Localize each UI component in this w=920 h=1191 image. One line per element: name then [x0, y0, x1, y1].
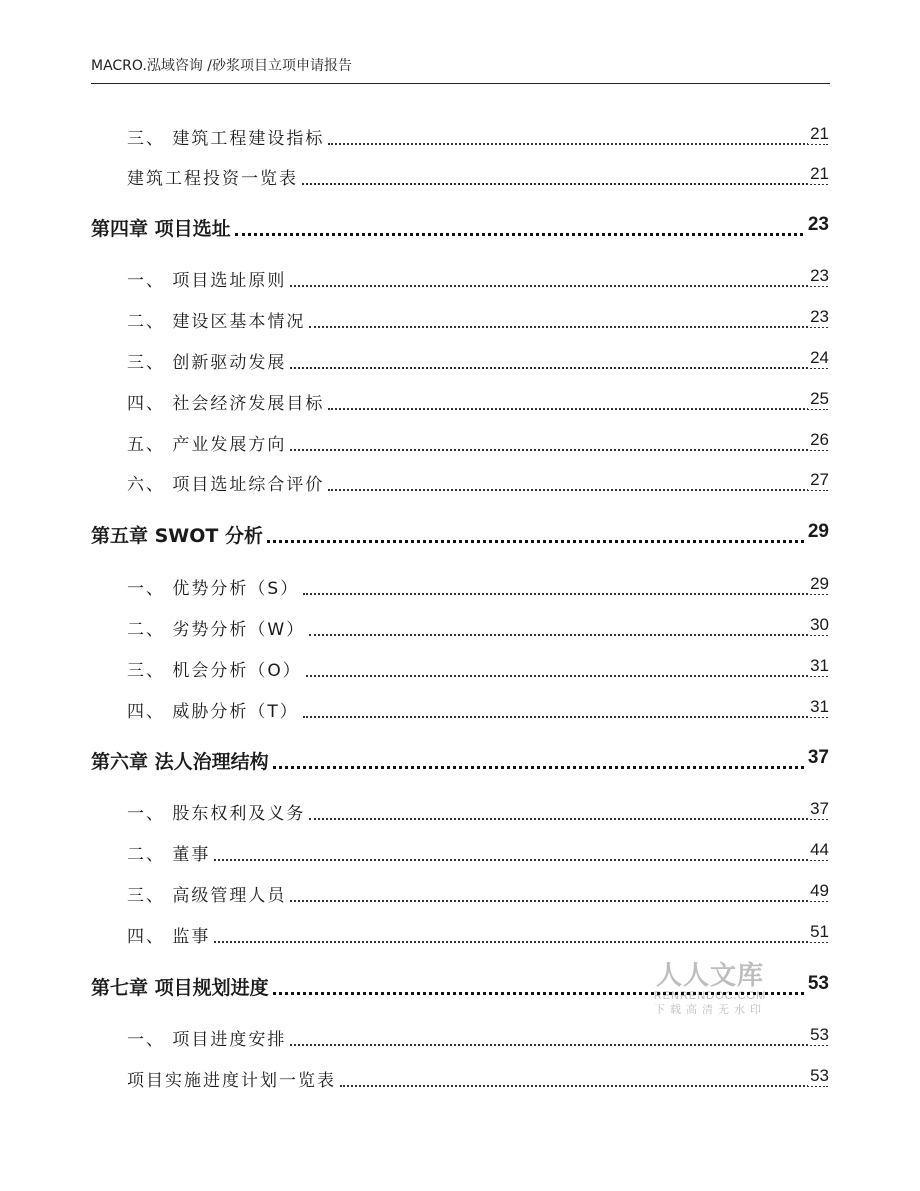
toc-section-entry[interactable]	[0, 348, 920, 374]
toc-entry-title: 一、 项目选址原则	[127, 266, 288, 291]
page-header: MACRO.泓域咨询 /砂浆项目立项申请报告	[91, 58, 352, 74]
toc-entry-title: 项目实施进度计划一览表	[127, 1066, 338, 1091]
toc-entry-title: 二、 建设区基本情况	[127, 307, 307, 332]
toc-page-number: 37	[807, 747, 829, 768]
toc-page-number: 29	[810, 574, 829, 593]
toc-page-number: 23	[810, 307, 829, 326]
toc-section-entry[interactable]	[0, 266, 920, 292]
toc-leader-dots	[328, 489, 828, 491]
watermark	[648, 962, 772, 1017]
watermark-title: 人人文库	[655, 961, 764, 991]
toc-section-entry[interactable]	[0, 656, 920, 682]
header-rule	[91, 83, 830, 84]
toc-section-entry[interactable]	[0, 124, 920, 150]
toc-page-number: 53	[807, 973, 829, 994]
toc-entry-title: 三、 创新驱动发展	[127, 348, 288, 373]
toc-entry-title: 三、 机会分析（O）	[127, 656, 304, 681]
toc-page-number: 24	[810, 348, 829, 367]
toc-chapter-entry[interactable]	[0, 521, 920, 547]
toc-entry-title: 二、 劣势分析（W）	[127, 615, 307, 640]
toc-leader-dots	[302, 183, 828, 185]
toc-leader-dots	[309, 634, 828, 636]
toc-leader-dots	[328, 408, 828, 410]
toc-leader-dots	[273, 992, 828, 995]
toc-leader-dots	[214, 941, 828, 943]
toc-leader-dots	[214, 859, 828, 861]
toc-leader-dots	[235, 233, 828, 236]
watermark-domain: RENRENDOC.COM	[653, 990, 767, 1002]
toc-page-number: 51	[810, 922, 829, 941]
toc-page-number: 49	[810, 881, 829, 900]
toc-page-number: 53	[810, 1066, 829, 1085]
toc-leader-dots	[290, 367, 828, 369]
toc-section-entry[interactable]	[0, 389, 920, 415]
toc-entry-title: 第七章 项目规划进度	[91, 973, 271, 1000]
toc-leader-dots	[267, 540, 828, 543]
toc-page-number: 29	[807, 521, 829, 542]
toc-section-entry[interactable]	[0, 840, 920, 866]
toc-section-entry[interactable]	[0, 470, 920, 496]
toc-page-number: 23	[807, 214, 829, 235]
toc-leader-dots	[328, 143, 828, 145]
toc-chapter-entry[interactable]	[0, 747, 920, 773]
toc-entry-title: 一、 股东权利及义务	[127, 799, 307, 824]
toc-leader-dots	[290, 449, 828, 451]
toc-leader-dots	[290, 1044, 828, 1046]
toc-leader-dots	[306, 675, 828, 677]
toc-section-entry[interactable]	[0, 697, 920, 723]
toc-entry-title: 六、 项目选址综合评价	[127, 470, 326, 495]
toc-entry-title: 二、 董事	[127, 840, 212, 865]
toc-section-entry[interactable]	[0, 430, 920, 456]
toc-chapter-entry[interactable]	[0, 973, 920, 999]
toc-leader-dots	[290, 285, 828, 287]
toc-page-number: 21	[810, 124, 829, 143]
toc-entry-title: 五、 产业发展方向	[127, 430, 288, 455]
toc-entry-title: 四、 社会经济发展目标	[127, 389, 326, 414]
toc-page-number: 31	[810, 656, 829, 675]
toc-leader-dots	[340, 1085, 828, 1087]
toc-section-entry[interactable]	[0, 922, 920, 948]
toc-leader-dots	[303, 716, 828, 718]
toc-section-entry[interactable]	[0, 574, 920, 600]
toc-page-number: 26	[810, 430, 829, 449]
toc-entry-title: 三、 建筑工程建设指标	[127, 124, 326, 149]
toc-leader-dots	[273, 766, 828, 769]
toc-leader-dots	[309, 326, 828, 328]
toc-page-number: 31	[810, 697, 829, 716]
toc-leader-dots	[290, 900, 828, 902]
toc-entry-title: 三、 高级管理人员	[127, 881, 288, 906]
toc-section-entry[interactable]	[0, 307, 920, 333]
toc-page-number: 37	[810, 799, 829, 818]
toc-page-number: 44	[810, 840, 829, 859]
toc-section-entry[interactable]	[0, 881, 920, 907]
toc-entry-title: 四、 威胁分析（T）	[127, 697, 301, 722]
toc-chapter-entry[interactable]	[0, 214, 920, 240]
toc-page-number: 25	[810, 389, 829, 408]
toc-entry-title: 建筑工程投资一览表	[127, 164, 300, 189]
toc-section-entry[interactable]	[0, 164, 920, 190]
toc-section-entry[interactable]	[0, 799, 920, 825]
toc-section-entry[interactable]	[0, 615, 920, 641]
toc-page-number: 30	[810, 615, 829, 634]
toc-page-number: 27	[810, 470, 829, 489]
toc-entry-title: 四、 监事	[127, 922, 212, 947]
toc-leader-dots	[309, 818, 828, 820]
toc-leader-dots	[303, 593, 828, 595]
toc-page-number: 23	[810, 266, 829, 285]
toc-page-number: 53	[810, 1025, 829, 1044]
toc-entry-title: 第五章 SWOT 分析	[91, 521, 265, 548]
toc-entry-title: 第四章 项目选址	[91, 214, 233, 241]
toc-section-entry[interactable]	[0, 1066, 920, 1092]
toc-page-number: 21	[810, 164, 829, 183]
toc-entry-title: 第六章 法人治理结构	[91, 747, 271, 774]
watermark-tagline: 下载高清无水印	[654, 1003, 766, 1016]
toc-entry-title: 一、 优势分析（S）	[127, 574, 301, 599]
toc-section-entry[interactable]	[0, 1025, 920, 1051]
toc-entry-title: 一、 项目进度安排	[127, 1025, 288, 1050]
